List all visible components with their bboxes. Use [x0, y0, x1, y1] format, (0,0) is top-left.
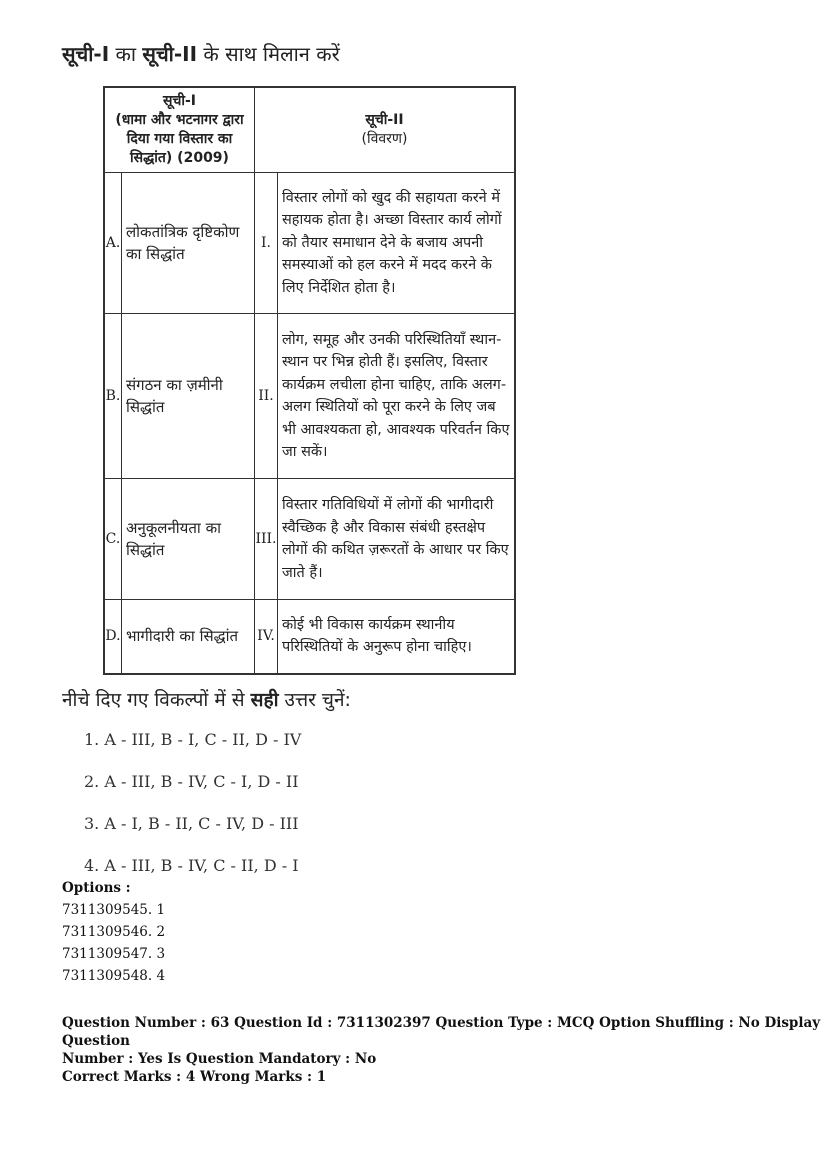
prompt-text-end: उत्तर चुनें: — [278, 689, 351, 711]
table-row — [104, 600, 515, 674]
table-row — [104, 479, 515, 600]
list-two-subtitle: (विवरण) — [361, 131, 408, 147]
option-id-3: 7311309547. 3 — [62, 946, 166, 962]
options-label: Options : — [62, 880, 131, 896]
question-info-line-1: Question Number : 63 Question Id : 7311302397 Question Type : MCQ Option Shuffling : No Display Question — [62, 1015, 821, 1049]
principle-cell: लोकतांत्रिक दृष्टिकोण का सिद्धांत — [122, 173, 255, 314]
answer-prompt — [62, 686, 351, 712]
row-roman: I. — [255, 173, 278, 314]
question-info-line-2: Number : Yes Is Question Mandatory : No — [62, 1051, 377, 1067]
match-table — [103, 86, 516, 675]
table-header-row — [104, 87, 515, 173]
list-one-title: सूची-I — [163, 93, 196, 109]
question-heading — [62, 40, 340, 67]
option-id-1: 7311309545. 1 — [62, 902, 166, 918]
principle-cell: अनुकूलनीयता का सिद्धांत — [122, 479, 255, 600]
row-letter: A. — [104, 173, 122, 314]
row-roman: IV. — [255, 600, 278, 674]
description-cell: विस्तार गतिविधियों में लोगों की भागीदारी स्वैच्छिक है और विकास संबंधी हस्तक्षेप लोगों की कथित ज़रूरतों के आधार पर किए जाते हैं। — [278, 479, 516, 600]
list-one-label: सूची-I — [62, 42, 110, 66]
description-cell: लोग, समूह और उनकी परिस्थितियाँ स्थान-स्थान पर भिन्न होती हैं। इसलिए, विस्तार कार्यक्रम लचीला होना चाहिए, ताकि अलग-अलग स्थितियों को पूरा करने के लिए जब भी आवश्यकता हो, आवश्यक परिवर्तन किए जा सकें। — [278, 314, 516, 479]
prompt-emphasis: सही — [250, 689, 279, 711]
choice-2: 2. A - III, B - IV, C - I, D - II — [84, 772, 299, 791]
principle-cell: भागीदारी का सिद्धांत — [122, 600, 255, 674]
row-roman: III. — [255, 479, 278, 600]
heading-instruction: के साथ मिलान करें — [197, 42, 340, 66]
table-row — [104, 173, 515, 314]
row-letter: B. — [104, 314, 122, 479]
principle-cell: संगठन का ज़मीनी सिद्धांत — [122, 314, 255, 479]
row-roman: II. — [255, 314, 278, 479]
heading-connector: का — [109, 42, 143, 66]
description-cell: विस्तार लोगों को खुद की सहायता करने में सहायक होता है। अच्छा विस्तार कार्य लोगों को तैयार समाधान देने के बजाय अपनी समस्याओं को हल करने में मदद करने के लिए निर्देशित होता है। — [278, 173, 516, 314]
question-info — [62, 1014, 826, 1086]
table-row — [104, 314, 515, 479]
list-two-title: सूची-II — [365, 112, 404, 128]
choice-1: 1. A - III, B - I, C - II, D - IV — [84, 730, 302, 749]
option-id-2: 7311309546. 2 — [62, 924, 166, 940]
answer-choices — [84, 730, 301, 898]
choice-3: 3. A - I, B - II, C - IV, D - III — [84, 814, 299, 833]
list-one-subtitle: (धामा और भटनागर द्वारा दिया गया विस्तार का सिद्धांत) (2009) — [115, 112, 244, 166]
question-info-line-3: Correct Marks : 4 Wrong Marks : 1 — [62, 1069, 327, 1085]
options-section — [62, 880, 165, 990]
list-two-header — [255, 87, 516, 173]
choice-4: 4. A - III, B - IV, C - II, D - I — [84, 856, 299, 875]
list-two-label: सूची-II — [142, 42, 198, 66]
row-letter: C. — [104, 479, 122, 600]
prompt-text: नीचे दिए गए विकल्पों में से — [62, 689, 251, 711]
row-letter: D. — [104, 600, 122, 674]
option-id-4: 7311309548. 4 — [62, 968, 166, 984]
description-cell: कोई भी विकास कार्यक्रम स्थानीय परिस्थितियों के अनुरूप होना चाहिए। — [278, 600, 516, 674]
list-one-header — [104, 87, 255, 173]
